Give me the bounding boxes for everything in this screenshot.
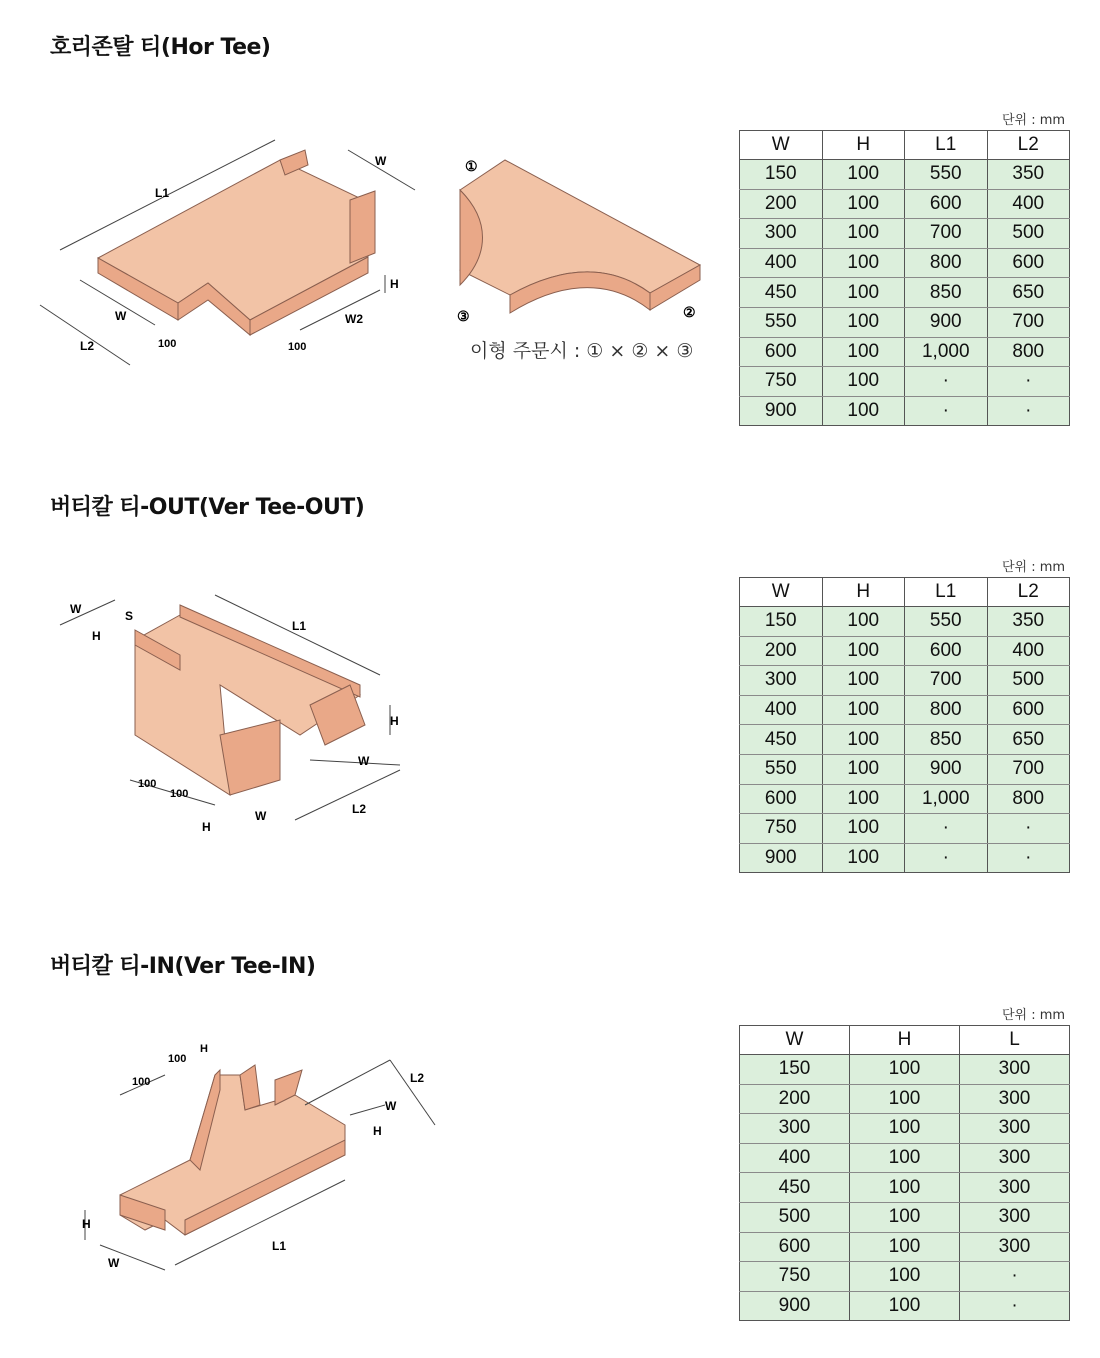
section-title-ver-tee-out: 버티칼 티-OUT(Ver Tee-OUT) [50, 495, 365, 520]
table-cell: · [987, 367, 1070, 397]
table-cell: · [905, 814, 988, 844]
table-cell: 900 [740, 843, 823, 873]
table-cell: 900 [905, 754, 988, 784]
column-header: L2 [987, 131, 1070, 160]
table-cell: 100 [822, 160, 905, 190]
part-number-2: ② [683, 304, 696, 320]
part-number-3: ③ [457, 308, 470, 324]
table-cell: 100 [822, 725, 905, 755]
dim-100-a: 100 [158, 338, 177, 350]
table-cell: 300 [960, 1143, 1070, 1173]
dim-w-right: W [385, 1099, 397, 1113]
table-cell: 550 [905, 607, 988, 637]
table-header-row [740, 578, 1070, 607]
table-cell: 300 [960, 1173, 1070, 1203]
table-cell: · [960, 1291, 1070, 1321]
dim-h-top: H [200, 1043, 208, 1055]
dim-w-front: W [115, 309, 127, 323]
table-cell: 900 [905, 307, 988, 337]
table-row [740, 367, 1070, 397]
dim-l1: L1 [292, 619, 307, 633]
table-cell: 300 [960, 1232, 1070, 1262]
table-cell: 100 [822, 695, 905, 725]
column-header: L1 [905, 578, 988, 607]
table-cell: 100 [850, 1202, 960, 1232]
table-cell: 100 [822, 219, 905, 249]
dim-h-bottom: H [202, 820, 211, 834]
table-cell: 400 [987, 189, 1070, 219]
dim-h: H [390, 277, 399, 291]
dim-100-a: 100 [132, 1076, 151, 1088]
table-cell: 600 [905, 636, 988, 666]
table-cell: 100 [822, 666, 905, 696]
table-cell: 550 [905, 160, 988, 190]
table-row [740, 219, 1070, 249]
custom-order-note: 이형 주문시 : ① × ② × ③ [470, 340, 694, 362]
column-header: H [822, 131, 905, 160]
dim-w-left: W [108, 1256, 120, 1270]
dim-l2: L2 [352, 802, 367, 816]
table-cell: 300 [960, 1084, 1070, 1114]
table-cell: · [905, 396, 988, 426]
table-cell: 300 [740, 666, 823, 696]
dim-l1: L1 [155, 186, 170, 200]
dim-s: S [125, 609, 134, 623]
table-cell: 400 [740, 248, 823, 278]
table-cell: 100 [850, 1173, 960, 1203]
table-cell: 850 [905, 278, 988, 308]
table-row [740, 337, 1070, 367]
table-cell: 400 [740, 1143, 850, 1173]
table-cell: · [987, 396, 1070, 426]
table-cell: 800 [987, 784, 1070, 814]
table-cell: 850 [905, 725, 988, 755]
table-cell: 700 [905, 219, 988, 249]
column-header: W [740, 1026, 850, 1055]
table-cell: 500 [987, 219, 1070, 249]
table-row [740, 666, 1070, 696]
column-header: W [740, 131, 823, 160]
table-row [740, 160, 1070, 190]
table-cell: 550 [740, 754, 823, 784]
table-cell: · [905, 843, 988, 873]
column-header: L1 [905, 131, 988, 160]
part-number-1: ① [465, 158, 478, 174]
table-cell: 600 [905, 189, 988, 219]
table-cell: 650 [987, 278, 1070, 308]
column-header: L [960, 1026, 1070, 1055]
table-cell: · [987, 814, 1070, 844]
table-cell: 150 [740, 607, 823, 637]
dim-100-b: 100 [288, 341, 307, 353]
table-row [740, 725, 1070, 755]
table-header-row [740, 1026, 1070, 1055]
table-cell: 100 [850, 1084, 960, 1114]
table-cell: 600 [740, 784, 823, 814]
table-cell: 100 [850, 1291, 960, 1321]
table-row [740, 754, 1070, 784]
table-cell: 200 [740, 636, 823, 666]
table-cell: 100 [850, 1114, 960, 1144]
table-cell: 600 [740, 337, 823, 367]
dim-100-b: 100 [168, 1053, 187, 1065]
table-cell: 300 [740, 219, 823, 249]
table-cell: 700 [905, 666, 988, 696]
table-row [740, 814, 1070, 844]
table-row [740, 607, 1070, 637]
table-row [740, 248, 1070, 278]
column-header: H [822, 578, 905, 607]
column-header: H [850, 1026, 960, 1055]
table-row [740, 1143, 1070, 1173]
unit-label: 단위 : mm [1002, 1008, 1066, 1023]
table-cell: 100 [850, 1143, 960, 1173]
table-cell: 700 [987, 754, 1070, 784]
table-cell: 500 [740, 1202, 850, 1232]
table-row [740, 784, 1070, 814]
table-cell: 350 [987, 160, 1070, 190]
table-cell: 400 [987, 636, 1070, 666]
table-cell: 100 [822, 367, 905, 397]
column-header: W [740, 578, 823, 607]
table-cell: 100 [822, 248, 905, 278]
table-cell: 450 [740, 1173, 850, 1203]
column-header: L2 [987, 578, 1070, 607]
table-row [740, 307, 1070, 337]
table-cell: · [987, 843, 1070, 873]
table-cell: 100 [822, 754, 905, 784]
dim-l2: L2 [80, 339, 95, 353]
table-cell: 300 [960, 1114, 1070, 1144]
dim-100-b: 100 [170, 788, 189, 800]
table-cell: 100 [822, 843, 905, 873]
table-row [740, 843, 1070, 873]
table-row [740, 1262, 1070, 1292]
table-row [740, 189, 1070, 219]
table-cell: 100 [850, 1055, 960, 1085]
table-cell: 650 [987, 725, 1070, 755]
table-cell: · [905, 367, 988, 397]
table-cell: 100 [822, 307, 905, 337]
table-cell: 800 [905, 695, 988, 725]
table-cell: 750 [740, 814, 823, 844]
dim-w-bottom: W [255, 809, 267, 823]
table-cell: 400 [740, 695, 823, 725]
table-cell: 750 [740, 1262, 850, 1292]
table-cell: 450 [740, 725, 823, 755]
ver-tee-in-diagram [40, 1030, 440, 1280]
hor-tee-diagram [30, 125, 430, 385]
table-row [740, 278, 1070, 308]
dim-h-right: H [390, 714, 399, 728]
spec-table-hor-tee [739, 130, 1070, 426]
table-row [740, 1055, 1070, 1085]
table-cell: 100 [822, 814, 905, 844]
table-cell: 700 [987, 307, 1070, 337]
table-cell: 200 [740, 1084, 850, 1114]
dim-w: W [70, 602, 82, 616]
table-cell: 300 [960, 1055, 1070, 1085]
table-cell: 100 [822, 396, 905, 426]
table-cell: 800 [987, 337, 1070, 367]
table-cell: 900 [740, 396, 823, 426]
table-row [740, 1291, 1070, 1321]
table-cell: 100 [822, 278, 905, 308]
dim-l1: L1 [272, 1239, 287, 1253]
table-cell: 100 [822, 337, 905, 367]
hor-tee-alt-diagram [445, 145, 715, 345]
table-row [740, 1114, 1070, 1144]
table-cell: 900 [740, 1291, 850, 1321]
table-header-row [740, 131, 1070, 160]
unit-label: 단위 : mm [1002, 113, 1066, 128]
table-cell: 100 [850, 1262, 960, 1292]
table-cell: 150 [740, 160, 823, 190]
table-cell: 200 [740, 189, 823, 219]
spec-table-ver-tee-out [739, 577, 1070, 873]
dim-h: H [92, 629, 101, 643]
table-cell: 600 [987, 248, 1070, 278]
table-cell: 300 [960, 1202, 1070, 1232]
table-row [740, 1202, 1070, 1232]
table-cell: 1,000 [905, 784, 988, 814]
table-cell: 100 [850, 1232, 960, 1262]
table-cell: 350 [987, 607, 1070, 637]
table-row [740, 1173, 1070, 1203]
ver-tee-out-diagram [40, 585, 440, 845]
table-cell: 1,000 [905, 337, 988, 367]
table-cell: 550 [740, 307, 823, 337]
dim-w: W [375, 154, 387, 168]
table-cell: 100 [822, 189, 905, 219]
table-cell: 500 [987, 666, 1070, 696]
table-cell: 800 [905, 248, 988, 278]
section-title-hor-tee: 호리존탈 티(Hor Tee) [50, 35, 271, 60]
table-row [740, 1232, 1070, 1262]
table-cell: 100 [822, 636, 905, 666]
table-cell: 100 [822, 784, 905, 814]
table-cell: 100 [822, 607, 905, 637]
table-cell: 300 [740, 1114, 850, 1144]
dim-w-right: W [358, 754, 370, 768]
spec-table-ver-tee-in [739, 1025, 1070, 1321]
table-row [740, 695, 1070, 725]
dim-l2: L2 [410, 1071, 425, 1085]
section-title-ver-tee-in: 버티칼 티-IN(Ver Tee-IN) [50, 954, 316, 979]
table-cell: 150 [740, 1055, 850, 1085]
table-cell: 600 [740, 1232, 850, 1262]
table-row [740, 1084, 1070, 1114]
dim-100-a: 100 [138, 778, 157, 790]
table-row [740, 396, 1070, 426]
table-cell: 600 [987, 695, 1070, 725]
table-cell: 750 [740, 367, 823, 397]
dim-h-right: H [373, 1124, 382, 1138]
table-cell: 450 [740, 278, 823, 308]
unit-label: 단위 : mm [1002, 560, 1066, 575]
table-cell: · [960, 1262, 1070, 1292]
dim-w2: W2 [345, 312, 363, 326]
table-row [740, 636, 1070, 666]
dim-h-left: H [82, 1217, 91, 1231]
